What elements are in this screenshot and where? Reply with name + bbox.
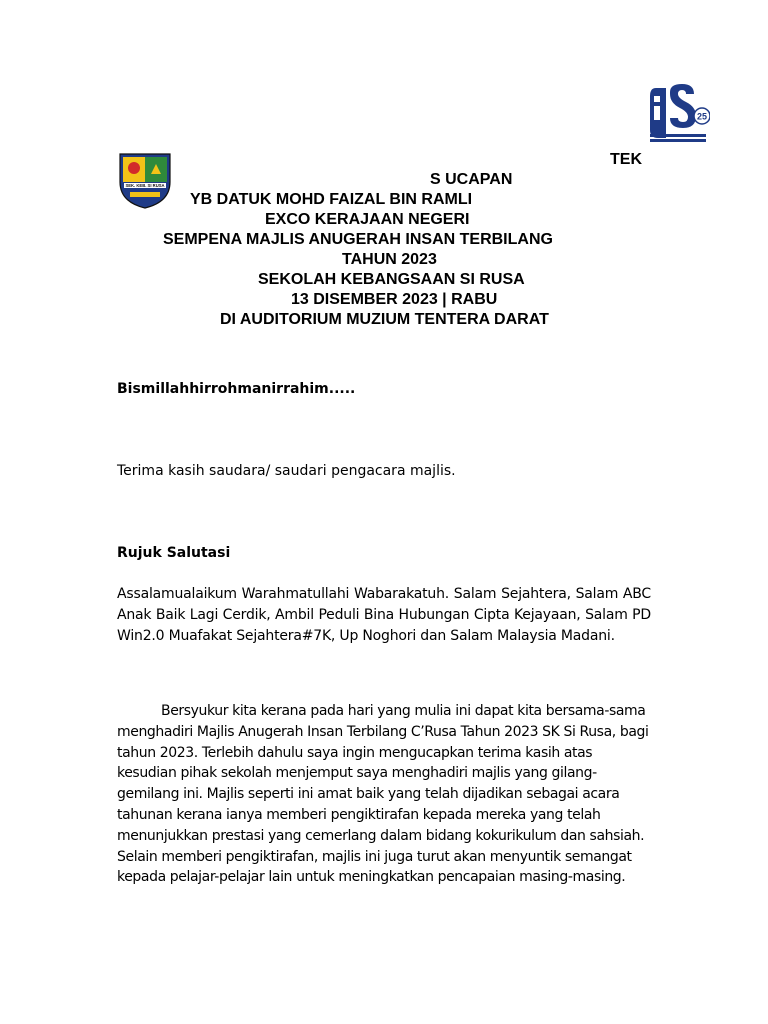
anniversary-25-logo bbox=[648, 82, 710, 144]
anniversary-number: 25 bbox=[696, 111, 708, 122]
title-line-position: EXCO KERAJAAN NEGERI bbox=[265, 211, 470, 228]
title-line-date: 13 DISEMBER 2023 | RABU bbox=[291, 291, 498, 308]
main-paragraph: Bersyukur kita kerana pada hari yang mulia ini dapat kita bersama-sama menghadiri Majlis Anugerah Insan Terbilang C’Rusa Tahun 2023 SK Si Rusa, bagi tahun 2023. Terlebih dahulu saya ingin mengucapkan terima kasih atas kesudian pihak sekolah menjemput saya menghadiri majlis yang gilang-gemilang ini. Majlis seperti ini amat baik yang telah dijadikan sebagai acara tahunan kerana ianya memberi pengiktirafan kepada mereka yang telah menunjukkan prestasi yang cemerlang dalam bidang kokurikulum dan sahsiah. Selain memberi pengiktirafan, majlis ini juga turut akan menyuntik semangat kepada pelajar-pelajar lain untuk meningkatkan pencapaian masing-masing. bbox=[117, 703, 649, 886]
salutation-heading: Rujuk Salutasi bbox=[117, 545, 231, 561]
title-line-speaker: YB DATUK MOHD FAIZAL BIN RAMLI bbox=[190, 191, 473, 208]
title-line-year: TAHUN 2023 bbox=[342, 251, 437, 268]
thanks-line: Terima kasih saudara/ saudari pengacara majlis. bbox=[117, 463, 456, 479]
greeting-paragraph: Assalamualaikum Warahmatullahi Wabarakatuh. Salam Sejahtera, Salam ABC Anak Baik Lagi Cerdik, Ambil Peduli Bina Hubungan Cipta Kejayaan, Salam PD Win2.0 Muafakat Sejahtera#7K, Up Noghori dan Salam Malaysia Madani. bbox=[117, 586, 651, 644]
title-line-event: SEMPENA MAJLIS ANUGERAH INSAN TERBILANG bbox=[163, 231, 553, 248]
bismillah-line: Bismillahhirrohmanirrahim..... bbox=[117, 381, 356, 397]
title-line-ucapan: S UCAPAN bbox=[430, 171, 513, 188]
title-line-school: SEKOLAH KEBANGSAAN SI RUSA bbox=[258, 271, 525, 288]
title-line-tek: TEK bbox=[610, 151, 642, 168]
title-line-venue: DI AUDITORIUM MUZIUM TENTERA DARAT bbox=[220, 311, 549, 328]
school-crest-logo bbox=[118, 152, 172, 210]
crest-text: SEK. KEB. SI RUSA bbox=[125, 183, 165, 189]
